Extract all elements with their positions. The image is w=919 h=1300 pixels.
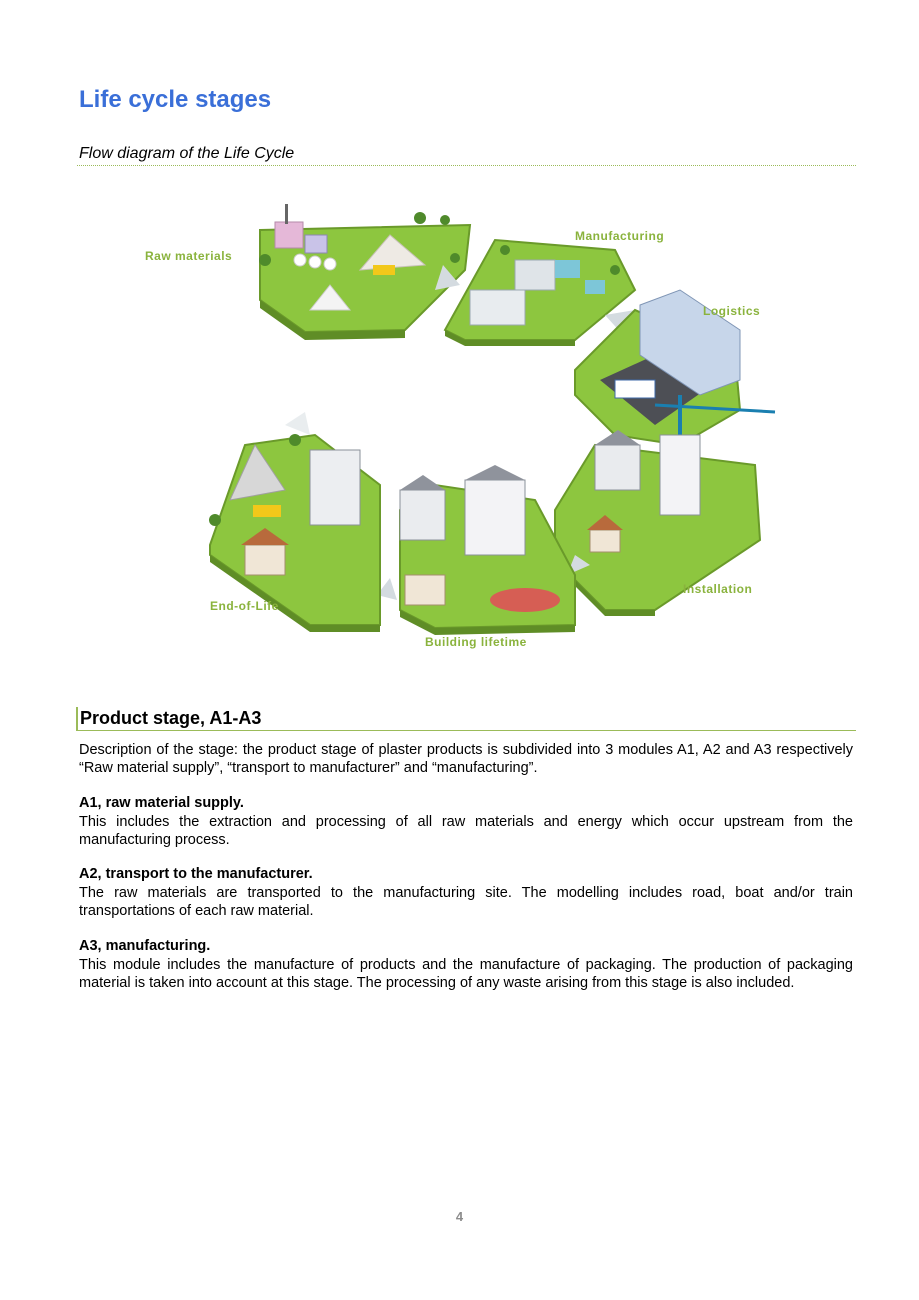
a2-text: The raw materials are transported to the manufacturing site. The modelling includes road, boat and/or train transportations of each raw material. bbox=[79, 885, 853, 919]
figure-caption: Flow diagram of the Life Cycle bbox=[79, 145, 295, 162]
a3-text: This module includes the manufacture of products and the manufacture of packaging. The production of packaging material is taken into account at this stage. The processing of any waste arising from this stage is also included. bbox=[79, 957, 853, 991]
page-number: 4 bbox=[455, 1209, 464, 1224]
stage-label-manufacturing: Manufacturing bbox=[575, 229, 665, 243]
caption-divider bbox=[77, 165, 856, 166]
a2-heading: A2, transport to the manufacturer. bbox=[79, 866, 313, 882]
stage-label-installation: Installation bbox=[683, 582, 753, 596]
page-title: Life cycle stages bbox=[79, 86, 272, 113]
flow-arrow bbox=[285, 412, 310, 435]
life-cycle-diagram bbox=[135, 180, 785, 655]
stage-label-end-of-life: End-of-Life bbox=[210, 599, 279, 613]
manufacturing-island bbox=[445, 240, 635, 346]
stage-description: Description of the stage: the product stage of plaster products is subdivided into 3 modules A1, A2 and A3 respectively “Raw material supply”, “transport to manufacturer” and “manufacturing”. bbox=[79, 742, 853, 776]
section-heading: Product stage, A1-A3 bbox=[80, 708, 262, 728]
stage-label-building-lifetime: Building lifetime bbox=[425, 635, 527, 649]
a1-text: This includes the extraction and processing of all raw materials and energy which occur upstream from the manufacturing process. bbox=[79, 814, 853, 848]
stage-label-logistics: Logistics bbox=[703, 304, 761, 318]
a1-heading: A1, raw material supply. bbox=[79, 795, 244, 811]
a3-heading: A3, manufacturing. bbox=[79, 938, 211, 954]
stage-label-raw-materials: Raw materials bbox=[145, 249, 233, 263]
section-heading-box bbox=[76, 707, 856, 731]
building-lifetime-island bbox=[400, 465, 575, 635]
raw-materials-island bbox=[259, 204, 470, 340]
